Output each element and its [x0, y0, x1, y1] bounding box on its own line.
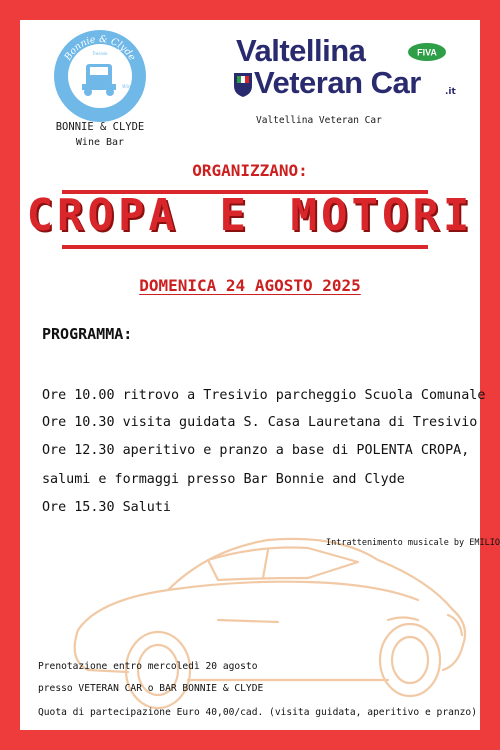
valtellina-logo-line2: Veteran Car: [254, 65, 421, 100]
shield-icon: [233, 72, 253, 98]
booking-deadline: Prenotazione entro mercoledì 20 agosto: [38, 661, 258, 672]
logo-ring-text: Bonnie & Clyde: [62, 33, 138, 63]
participation-fee: Quota di partecipazione Euro 40,00/cad. (visita guidata, aperitivo e pranzo): [38, 707, 477, 718]
svg-text:Wine Bar: Wine Bar: [122, 85, 144, 90]
title-rule-bottom: [62, 245, 428, 249]
event-date: DOMENICA 24 AGOSTO 2025: [139, 276, 361, 295]
valtellina-caption: Valtellina Veteran Car: [256, 115, 382, 126]
programme-line: salumi e formaggi presso Bar Bonnie and Clyde: [42, 472, 405, 487]
entertainment-note: Intrattenimento musicale by EMILIO: [326, 538, 500, 548]
programme-line: Ore 15.30 Saluti: [42, 500, 171, 515]
event-title: CROPA E MOTORI: [26, 190, 474, 241]
programme-line: Ore 10.00 ritrovo a Tresivio parcheggio Scuola Comunale: [42, 388, 486, 403]
bonnie-clyde-subtitle: Wine Bar: [75, 137, 125, 148]
svg-text:FIVA: FIVA: [417, 47, 437, 58]
organizzano-heading: ORGANIZZANO:: [192, 161, 308, 180]
poster-sheet: [20, 20, 500, 730]
programme-line: Ore 10.30 visita guidata S. Casa Lauretana di Tresivio: [42, 415, 478, 430]
fiva-badge-icon: [407, 42, 447, 62]
svg-text:Tresivio: Tresivio: [92, 51, 108, 56]
bonnie-clyde-name: BONNIE & CLYDE: [55, 121, 145, 133]
valtellina-logo-tld: .it: [445, 87, 456, 97]
bonnie-clyde-logo: [52, 28, 148, 124]
programme-title: PROGRAMMA:: [42, 325, 133, 343]
valtellina-logo-line1: Valtellina: [236, 33, 366, 68]
programme-line: Ore 12.30 aperitivo e pranzo a base di POLENTA CROPA,: [42, 443, 470, 458]
booking-location: presso VETERAN CAR o BAR BONNIE & CLYDE: [38, 683, 264, 694]
